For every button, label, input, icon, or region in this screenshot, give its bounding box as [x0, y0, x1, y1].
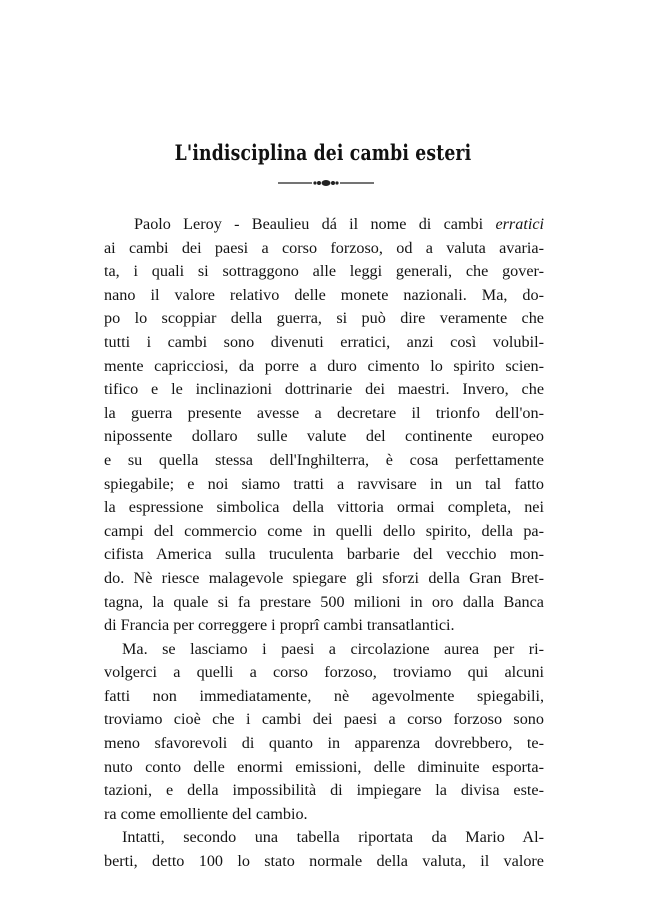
text-line: la espressione simbolica della vittoria ormai completa, nei [104, 498, 544, 517]
text-line-content: Paolo Leroy - Beaulieu dá il nome di cambi [134, 215, 484, 233]
body-text [104, 213, 544, 874]
chapter-title: L'indisciplina dei cambi esteri [174, 140, 472, 165]
text-line: nipossente dollaro sulle valute del continente europeo [104, 427, 544, 446]
italic-word: erratici [495, 215, 545, 233]
text-line: berti, detto 100 lo stato normale della valuta, il valore [104, 852, 544, 871]
text-line: spiegabile; e noi siamo tratti a ravvisare in un tal fatto [104, 474, 544, 493]
text-line: tagna, la quale si fa prestare 500 milioni in oro dalla Banca [104, 592, 544, 611]
text-line: volgerci a quelli a corso forzoso, troviamo qui alcuni [104, 663, 544, 682]
text-line: tutti i cambi sono divenuti erratici, anzi così volubil- [104, 332, 544, 351]
text-line: cifista America sulla truculenta barbarie del vecchio mon- [104, 545, 544, 564]
text-line: nuto conto delle enormi emissioni, delle diminuite esporta- [104, 757, 544, 776]
text-line: ra come emolliente del cambio. [104, 804, 308, 823]
text-line: Ma. se lasciamo i paesi a circolazione aurea per ri- [122, 639, 544, 658]
text-line: po lo scoppiar della guerra, si può dire veramente che [104, 309, 544, 328]
text-line: fatti non immediatamente, nè agevolmente spiegabili, [104, 686, 544, 705]
text-line: meno sfavorevoli di quanto in apparenza dovrebbero, te- [104, 734, 544, 753]
text-line: troviamo cioè che i cambi dei paesi a corso forzoso sono [104, 710, 544, 729]
text-line [104, 213, 544, 237]
text-line: la guerra presente avesse a decretare il trionfo dell'on- [104, 403, 544, 422]
text-line: di Francia per correggere i proprî cambi transatlantici. [104, 616, 455, 635]
text-line: do. Nè riesce malagevole spiegare gli sforzi della Gran Bret- [104, 568, 544, 587]
text-line: ai cambi dei paesi a corso forzoso, od a valuta avaria- [104, 238, 544, 257]
text-line: ta, i quali si sottraggono alle leggi generali, che gover- [104, 262, 544, 281]
text-line: e su quella stessa dell'Inghilterra, è cosa perfettamente [104, 450, 544, 469]
text-line: mente capricciosi, da porre a duro cimento lo spirito scien- [104, 356, 544, 375]
ornament-divider-icon [278, 176, 374, 190]
text-line: nano il valore relativo delle monete nazionali. Ma, do- [104, 285, 544, 304]
text-line: campi del commercio come in quelli dello spirito, della pa- [104, 521, 544, 540]
text-line: Intatti, secondo una tabella riportata da Mario Al- [122, 828, 544, 847]
text-line: tazioni, e della impossibilità di impiegare la divisa este- [104, 781, 544, 800]
text-line: tifico e le inclinazioni dottrinarie dei maestri. Invero, che [104, 380, 544, 399]
